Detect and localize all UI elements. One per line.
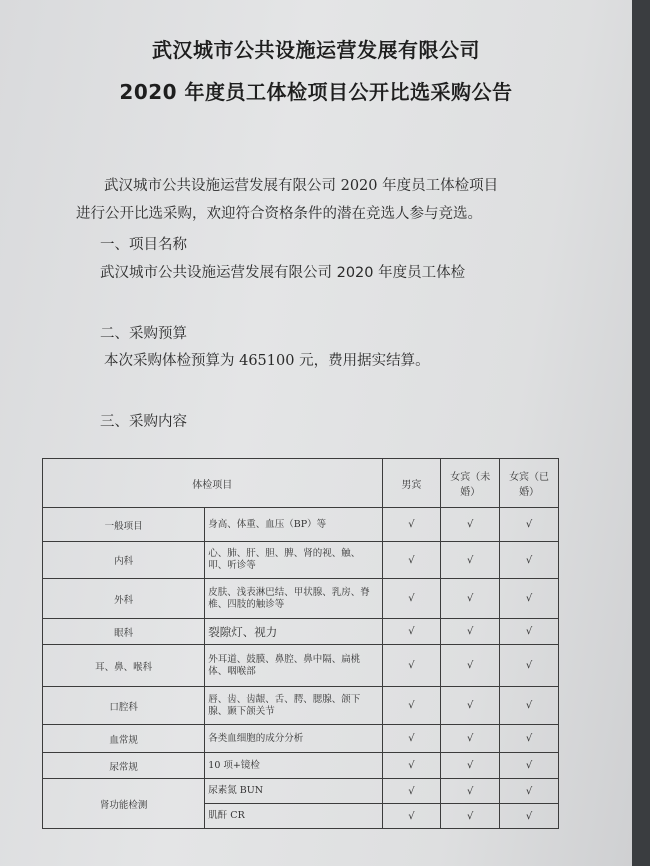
row-item: 唇、齿、齿龈、舌、腭、腮腺、颌下腺、颞下颌关节: [205, 687, 382, 725]
table-row: [43, 687, 559, 725]
check-female-single: √: [441, 508, 500, 542]
table-row: [43, 619, 559, 645]
procurement-table: [42, 458, 559, 829]
intro-paragraph: [76, 172, 576, 228]
check-female-married: √: [500, 508, 559, 542]
check-male: √: [382, 753, 441, 779]
row-category: 肾功能检测: [43, 779, 205, 829]
check-male: √: [382, 579, 441, 619]
check-female-married: √: [500, 725, 559, 753]
page-title-line2: 2020 年度员工体检项目公开比选采购公告: [119, 80, 513, 104]
check-male: √: [382, 779, 441, 804]
row-category: 内科: [43, 542, 205, 579]
row-item: 10 项+镜检: [205, 753, 382, 779]
row-item: 裂隙灯、视力: [205, 619, 382, 645]
table-row: [43, 645, 559, 687]
header-male: 男宾: [382, 459, 441, 508]
check-male: √: [382, 687, 441, 725]
section1-heading: 一、项目名称: [100, 237, 187, 253]
check-female-married: √: [500, 579, 559, 619]
check-female-single: √: [441, 542, 500, 579]
table-row: [43, 753, 559, 779]
check-male: √: [382, 645, 441, 687]
row-item: 心、肺、肝、胆、脾、肾的视、触、叩、听诊等: [205, 542, 382, 579]
header-exam-item: 体检项目: [43, 459, 383, 508]
row-category: 眼科: [43, 619, 205, 645]
section2-heading: 二、采购预算: [100, 326, 187, 342]
row-category: 一般项目: [43, 508, 205, 542]
check-female-single: √: [441, 645, 500, 687]
check-male: √: [382, 725, 441, 753]
section2-body: 本次采购体检预算为 465100 元，费用据实结算。: [104, 353, 430, 369]
intro-line2: 进行公开比选采购，欢迎符合资格条件的潜在竞选人参与竞选。: [76, 206, 482, 222]
intro-line1: 武汉城市公共设施运营发展有限公司 2020 年度员工体检项目: [104, 178, 499, 194]
header-female-single: 女宾（未婚）: [441, 459, 500, 508]
section1-body: 武汉城市公共设施运营发展有限公司 2020 年度员工体检: [100, 265, 466, 281]
row-item: 身高、体重、血压（BP）等: [205, 508, 382, 542]
row-item: 各类血细胞的成分分析: [205, 725, 382, 753]
row-category: 耳、鼻、喉科: [43, 645, 205, 687]
section3-heading: 三、采购内容: [100, 414, 187, 430]
check-male: √: [382, 804, 441, 829]
row-item: 肌酐 CR: [205, 804, 382, 829]
check-female-married: √: [500, 687, 559, 725]
row-item: 外耳道、鼓膜、鼻腔、鼻中隔、扁桃体、咽喉部: [205, 645, 382, 687]
check-male: √: [382, 619, 441, 645]
check-female-single: √: [441, 753, 500, 779]
check-female-single: √: [441, 779, 500, 804]
check-female-single: √: [441, 579, 500, 619]
check-female-married: √: [500, 779, 559, 804]
table-row: [43, 542, 559, 579]
table-row: [43, 779, 559, 804]
table-row: [43, 579, 559, 619]
check-female-single: √: [441, 725, 500, 753]
header-female-married: 女宾（已婚）: [500, 459, 559, 508]
table-row: [43, 508, 559, 542]
row-category: 口腔科: [43, 687, 205, 725]
check-female-married: √: [500, 542, 559, 579]
check-male: √: [382, 508, 441, 542]
check-female-single: √: [441, 687, 500, 725]
table-row: [43, 725, 559, 753]
check-female-married: √: [500, 753, 559, 779]
check-female-married: √: [500, 619, 559, 645]
row-category: 血常规: [43, 725, 205, 753]
row-category: 外科: [43, 579, 205, 619]
row-category: 尿常规: [43, 753, 205, 779]
check-male: √: [382, 542, 441, 579]
check-female-married: √: [500, 645, 559, 687]
check-female-single: √: [441, 619, 500, 645]
check-female-married: √: [500, 804, 559, 829]
check-female-single: √: [441, 804, 500, 829]
page-title-line1: 武汉城市公共设施运营发展有限公司: [152, 38, 480, 62]
row-item: 尿素氮 BUN: [205, 779, 382, 804]
row-item: 皮肤、浅表淋巴结、甲状腺、乳房、脊椎、四肢的触诊等: [205, 579, 382, 619]
table-header-row: [43, 459, 559, 508]
